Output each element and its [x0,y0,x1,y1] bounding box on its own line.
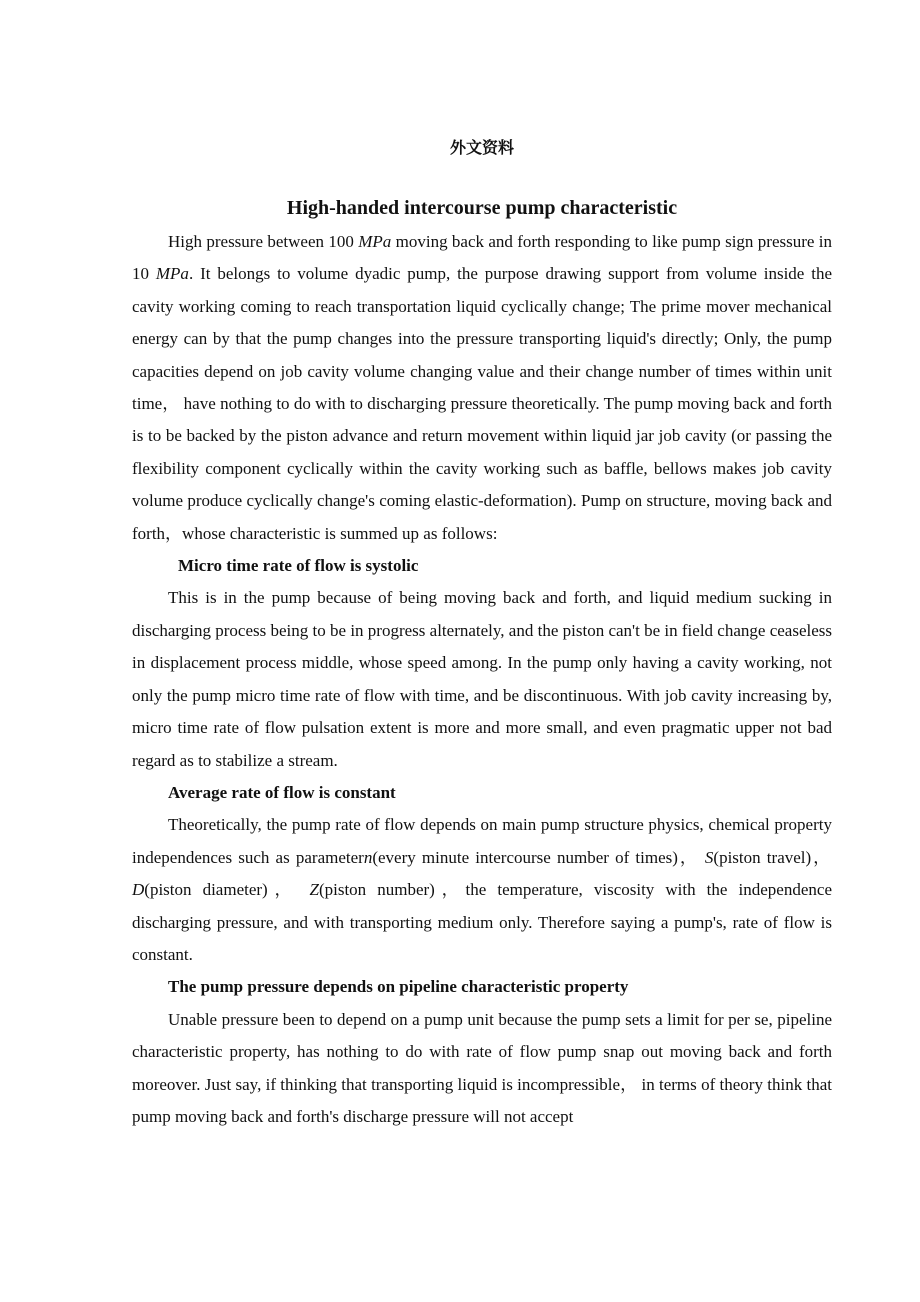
avg-text-1: Theoretically, the pump rate of flow depends on main pump structure physics, chemical property independences such as parameter [132,815,832,867]
intro-text-1: High pressure between 100 [168,232,354,251]
intro-paragraph [132,226,832,550]
chinese-header: 外文资料 [449,138,514,157]
section-paragraph-average-rate [132,809,832,971]
section-heading-average-rate: Average rate of flow is constant [168,782,396,802]
intro-text-3: . It belongs to volume dyadic pump, the purpose drawing support from volume inside the cavity working coming to reach transportation liquid cyclically change; The prime mover mechanical energy can by that the pump changes into the pressure transporting liquid's directly; Only, the pump capacities depend on job cavity volume changing value and their change number of times within unit time， have nothing to do with to discharging pressure theoretically. The pump moving back and forth is to be backed by the piston advance and return movement within liquid jar job cavity (or passing the flexibility component cyclically within the cavity working such as baffle, bellows makes job cavity volume produce cyclically change's coming elastic-deformation). Pump on structure, moving back and forth，whose characteristic is summed up as follows: [132,264,833,543]
avg-text-2: (every minute intercourse number of times)， [372,847,699,867]
document-title: High-handed intercourse pump characteristic [286,197,678,219]
unit-mpa-1: MPa [358,232,392,251]
section-paragraph-pump-pressure: Unable pressure been to depend on a pump unit because the pump sets a limit for per se, pipeline characteristic property, has nothing to do with rate of flow pump snap out moving back and forth moreover. Just say, if thinking that transporting liquid is incompressible， in terms of theory think that pump moving back and forth's discharge pressure will not accept [132,1009,832,1126]
avg-text-4: (piston diameter)， [144,880,310,900]
section-paragraph-micro-rate: This is in the pump because of being moving back and forth, and liquid medium sucking in discharging process being to be in progress alternately, and the piston can't be in field change ceaseless in displacement process middle, whose speed among. In the pump only having a cavity working, not only the pump micro time rate of flow with time, and be discontinuous. With job cavity increasing by, micro time rate of flow pulsation extent is more and more small, and even pragmatic upper not bad regard as to stabilize a stream. [132,588,832,770]
unit-mpa-2: MPa [155,264,189,284]
avg-text-5: (piston number)，the temperature, viscosity with the independence discharging pressure, and with transporting medium only. Therefore saying a pump's, rate of flow is constant. [132,880,832,964]
var-z: Z [309,880,319,900]
intro-text-2: moving back and forth responding to like pump sign pressure in 10 [132,232,833,284]
var-d: D [132,880,145,900]
section-heading-pump-pressure: The pump pressure depends on pipeline characteristic property [168,977,629,997]
var-n: n [363,847,373,867]
avg-text-3: (piston travel)， [713,847,833,867]
document-page [132,136,832,1133]
section-heading-micro-rate: Micro time rate of flow is systolic [178,556,419,576]
var-s: S [704,847,714,867]
